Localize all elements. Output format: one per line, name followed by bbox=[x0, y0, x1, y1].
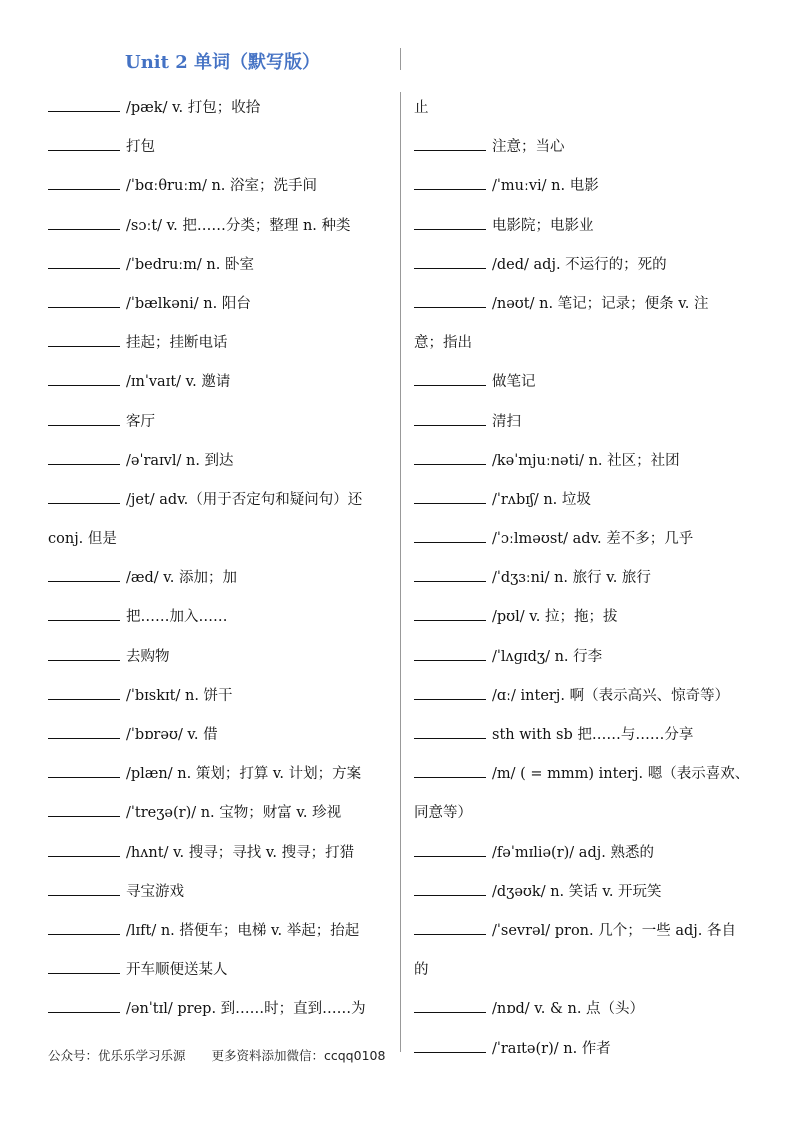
vocab-entry bbox=[414, 680, 754, 719]
answer-blank[interactable] bbox=[48, 606, 120, 621]
vocab-entry bbox=[414, 445, 754, 484]
vocab-text: 同意等） bbox=[414, 805, 472, 822]
answer-blank[interactable] bbox=[48, 489, 120, 504]
answer-blank[interactable] bbox=[414, 763, 486, 778]
vocab-text: /hʌnt/ v. 搜寻；寻找 v. 搜寻；打猎 bbox=[126, 844, 355, 861]
answer-blank[interactable] bbox=[414, 293, 486, 308]
answer-blank[interactable] bbox=[48, 802, 120, 817]
vocab-text: /lɪft/ n. 搭便车；电梯 v. 举起；抬起 bbox=[126, 922, 360, 939]
page-title: Unit 2 单词（默写版） bbox=[125, 52, 320, 73]
answer-blank[interactable] bbox=[414, 411, 486, 426]
vocab-text: /ˈbælkəni/ n. 阳台 bbox=[126, 295, 251, 312]
vocab-entry bbox=[48, 837, 388, 876]
vocab-text: sth with sb 把……与……分享 bbox=[492, 727, 694, 743]
vocab-entry bbox=[48, 445, 388, 484]
vocab-text: 把……加入…… bbox=[126, 609, 228, 626]
answer-blank[interactable] bbox=[48, 136, 120, 151]
vocab-text: /ɑː/ interj. 啊（表示高兴、惊奇等） bbox=[492, 687, 730, 704]
answer-blank[interactable] bbox=[48, 842, 120, 857]
answer-blank[interactable] bbox=[48, 920, 120, 935]
vocab-entry bbox=[48, 131, 388, 170]
answer-blank[interactable] bbox=[414, 489, 486, 504]
vocab-text: 寻宝游戏 bbox=[126, 883, 184, 900]
vocab-entry bbox=[414, 170, 754, 209]
footer-wechat-account: 公众号：优乐乐学习乐源 bbox=[48, 1048, 186, 1063]
answer-blank[interactable] bbox=[48, 998, 120, 1013]
vocab-text: /nɒd/ v. & n. 点（头） bbox=[492, 1001, 645, 1018]
vocab-text: 意；指出 bbox=[414, 335, 472, 352]
vocab-text: /plæn/ n. 策划；打算 v. 计划；方案 bbox=[126, 766, 362, 783]
vocab-entry bbox=[48, 170, 388, 209]
answer-blank[interactable] bbox=[48, 646, 120, 661]
vocab-entry bbox=[414, 837, 754, 876]
vocab-entry bbox=[48, 210, 388, 249]
vocab-text: /ˈmuːvi/ n. 电影 bbox=[492, 178, 599, 195]
answer-blank[interactable] bbox=[414, 881, 486, 896]
vocab-entry bbox=[48, 993, 388, 1032]
vocab-text: 清扫 bbox=[492, 413, 521, 430]
vocab-entry bbox=[48, 523, 388, 562]
vocab-text: 注意；当心 bbox=[492, 139, 565, 156]
vocab-text: /pʊl/ v. 拉；拖；拔 bbox=[492, 609, 618, 626]
vocab-entry bbox=[48, 680, 388, 719]
vocab-entry bbox=[414, 1033, 754, 1072]
answer-blank[interactable] bbox=[414, 528, 486, 543]
vocab-text: conj. 但是 bbox=[48, 531, 117, 548]
answer-blank[interactable] bbox=[48, 567, 120, 582]
vocab-text: /ˈtreʒə(r)/ n. 宝物；财富 v. 珍视 bbox=[126, 805, 342, 822]
vocab-text: /kəˈmjuːnəti/ n. 社区；社团 bbox=[492, 452, 680, 469]
vocab-entry bbox=[414, 915, 754, 954]
answer-blank[interactable] bbox=[414, 842, 486, 857]
vocab-text: /ˈdʒɜːni/ n. 旅行 v. 旅行 bbox=[492, 570, 651, 587]
answer-blank[interactable] bbox=[414, 920, 486, 935]
answer-blank[interactable] bbox=[414, 606, 486, 621]
vocab-entry bbox=[414, 993, 754, 1032]
vocab-entry bbox=[414, 641, 754, 680]
vocab-text: 开车顺便送某人 bbox=[126, 962, 228, 979]
vocab-text: /ˈrʌbɪʃ/ n. 垃圾 bbox=[492, 491, 591, 508]
vocab-text: /ˈbɒrəʊ/ v. 借 bbox=[126, 727, 218, 743]
vocab-entry bbox=[414, 876, 754, 915]
answer-blank[interactable] bbox=[414, 136, 486, 151]
vocab-entry bbox=[414, 210, 754, 249]
vocab-entry bbox=[414, 562, 754, 601]
vocab-text: /ˈbɑːθruːm/ n. 浴室；洗手间 bbox=[126, 178, 318, 195]
vocab-text: /ded/ adj. 不运行的；死的 bbox=[492, 256, 667, 273]
vocab-entry bbox=[414, 601, 754, 640]
vocab-text: /jet/ adv.（用于否定句和疑问句）还 bbox=[126, 491, 363, 508]
vocab-entry bbox=[414, 131, 754, 170]
vocab-entry bbox=[48, 249, 388, 288]
vocab-entry bbox=[48, 288, 388, 327]
answer-blank[interactable] bbox=[48, 215, 120, 230]
vocab-entry bbox=[48, 562, 388, 601]
vocab-text: /dʒəʊk/ n. 笑话 v. 开玩笑 bbox=[492, 883, 662, 900]
answer-blank[interactable] bbox=[48, 254, 120, 269]
answer-blank[interactable] bbox=[48, 411, 120, 426]
answer-blank[interactable] bbox=[414, 646, 486, 661]
answer-blank[interactable] bbox=[48, 371, 120, 386]
answer-blank[interactable] bbox=[414, 998, 486, 1013]
answer-blank[interactable] bbox=[48, 763, 120, 778]
column-divider-top bbox=[400, 48, 401, 70]
vocab-text: /əˈraɪvl/ n. 到达 bbox=[126, 452, 234, 469]
answer-blank[interactable] bbox=[414, 254, 486, 269]
vocab-text: /ˈbedruːm/ n. 卧室 bbox=[126, 256, 254, 273]
vocab-entry bbox=[414, 523, 754, 562]
footer-contact: 更多资料添加微信：ccqq0108 bbox=[211, 1048, 386, 1063]
answer-blank[interactable] bbox=[414, 371, 486, 386]
vocab-entry bbox=[414, 484, 754, 523]
answer-blank[interactable] bbox=[48, 724, 120, 739]
answer-blank[interactable] bbox=[48, 881, 120, 896]
vocab-text: /ənˈtɪl/ prep. 到……时；直到……为 bbox=[126, 1001, 366, 1018]
vocab-text: 客厅 bbox=[126, 413, 155, 430]
vocab-text: /pæk/ v. 打包；收拾 bbox=[126, 100, 261, 116]
right-column bbox=[414, 92, 754, 1072]
vocab-text: /ˈraɪtə(r)/ n. 作者 bbox=[492, 1040, 611, 1057]
answer-blank[interactable] bbox=[48, 332, 120, 347]
vocab-text: /sɔːt/ v. 把……分类；整理 n. 种类 bbox=[126, 217, 351, 234]
vocab-entry bbox=[48, 484, 388, 523]
answer-blank[interactable] bbox=[48, 293, 120, 308]
vocab-entry bbox=[48, 406, 388, 445]
answer-blank[interactable] bbox=[48, 175, 120, 190]
vocab-text: 挂起；挂断电话 bbox=[126, 335, 228, 352]
answer-blank[interactable] bbox=[414, 450, 486, 465]
answer-blank[interactable] bbox=[414, 1038, 486, 1053]
footer bbox=[48, 1046, 407, 1064]
column-divider bbox=[400, 92, 401, 1052]
vocab-text: 做笔记 bbox=[492, 374, 536, 391]
vocab-text: /fəˈmɪliə(r)/ adj. 熟悉的 bbox=[492, 844, 654, 861]
vocab-entry bbox=[48, 915, 388, 954]
vocab-entry bbox=[414, 327, 754, 366]
vocab-text: /ɪnˈvaɪt/ v. 邀请 bbox=[126, 374, 231, 391]
vocab-entry bbox=[414, 954, 754, 993]
answer-blank[interactable] bbox=[414, 685, 486, 700]
vocab-text: /m/ ( = mmm) interj. 嗯（表示喜欢、 bbox=[492, 766, 750, 783]
vocab-entry bbox=[48, 601, 388, 640]
answer-blank[interactable] bbox=[414, 567, 486, 582]
answer-blank[interactable] bbox=[48, 685, 120, 700]
answer-blank[interactable] bbox=[414, 724, 486, 739]
vocab-entry bbox=[48, 758, 388, 797]
vocab-text: 止 bbox=[414, 100, 429, 116]
vocab-entry bbox=[414, 92, 754, 131]
vocab-text: /æd/ v. 添加；加 bbox=[126, 570, 237, 587]
answer-blank[interactable] bbox=[48, 97, 120, 112]
vocab-entry bbox=[48, 92, 388, 131]
vocab-text: /ˈbɪskɪt/ n. 饼干 bbox=[126, 687, 233, 704]
vocab-text: 打包 bbox=[126, 139, 155, 156]
vocab-entry bbox=[48, 876, 388, 915]
vocab-text: /ˈsevrəl/ pron. 几个；一些 adj. 各自 bbox=[492, 922, 736, 939]
answer-blank[interactable] bbox=[48, 959, 120, 974]
vocab-entry bbox=[48, 327, 388, 366]
left-column bbox=[48, 92, 388, 1033]
vocab-entry bbox=[414, 719, 754, 758]
vocab-entry bbox=[414, 406, 754, 445]
vocab-entry bbox=[414, 249, 754, 288]
vocab-entry bbox=[414, 758, 754, 797]
answer-blank[interactable] bbox=[48, 450, 120, 465]
answer-blank[interactable] bbox=[414, 215, 486, 230]
vocab-text: /ˈlʌɡɪdʒ/ n. 行李 bbox=[492, 648, 603, 665]
vocab-text: /ˈɔːlməʊst/ adv. 差不多；几乎 bbox=[492, 531, 694, 548]
vocab-entry bbox=[48, 719, 388, 758]
vocab-text: 的 bbox=[414, 962, 429, 979]
answer-blank[interactable] bbox=[414, 175, 486, 190]
vocab-entry bbox=[414, 797, 754, 836]
vocab-entry bbox=[48, 641, 388, 680]
vocab-text: 去购物 bbox=[126, 648, 170, 665]
vocab-entry bbox=[414, 288, 754, 327]
vocab-entry bbox=[48, 797, 388, 836]
vocab-entry bbox=[414, 366, 754, 405]
vocab-entry bbox=[48, 954, 388, 993]
vocab-text: /nəʊt/ n. 笔记；记录；便条 v. 注 bbox=[492, 295, 709, 312]
vocab-text: 电影院；电影业 bbox=[492, 217, 594, 234]
vocab-entry bbox=[48, 366, 388, 405]
